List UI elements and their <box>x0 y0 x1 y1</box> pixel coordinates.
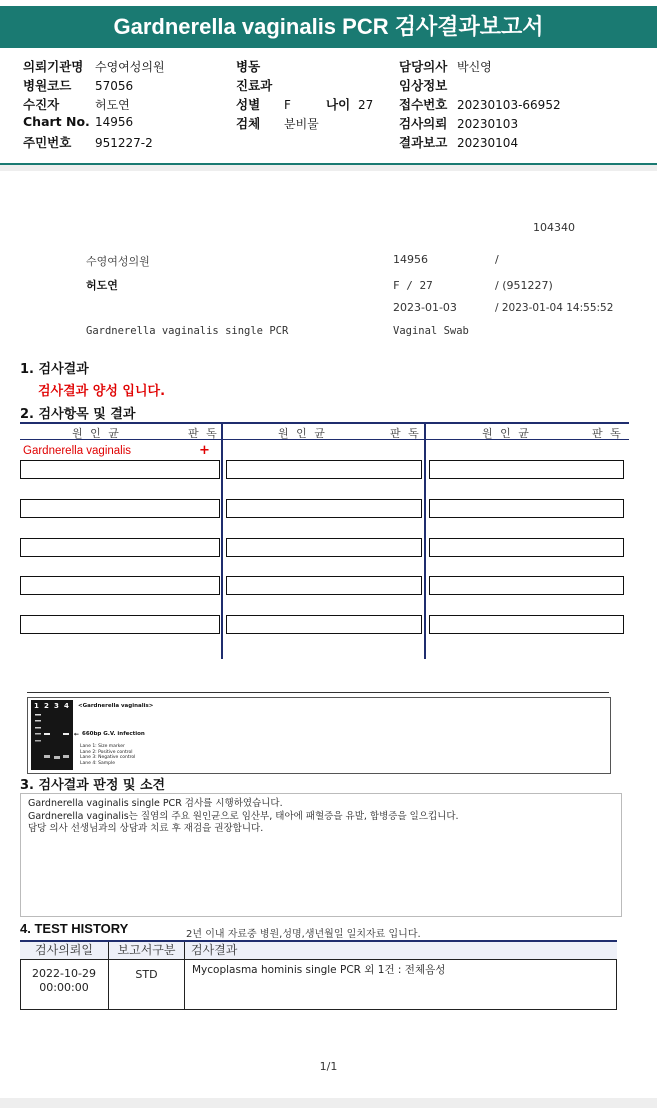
sex: F <box>284 98 291 112</box>
result-cell <box>226 576 422 595</box>
result-cell <box>429 460 624 479</box>
organism-name: Gardnerella vaginalis <box>23 445 132 457</box>
result-cell <box>429 538 624 557</box>
gel-legend-item: Lane 2: Positive control <box>80 749 133 755</box>
lane-number: 4 <box>64 702 69 710</box>
footer-bar <box>0 1098 657 1108</box>
label: 검사의뢰 <box>399 116 448 131</box>
summary-date-requested: 2023-01-03 <box>393 301 457 314</box>
summary-birth: / (951227) <box>495 279 553 292</box>
result-cell <box>226 499 422 518</box>
col-judge-header: 판 독 <box>188 427 219 440</box>
age: 27 <box>358 98 374 112</box>
request-date: 20230103 <box>457 117 519 131</box>
report-title: Gardnerella vaginalis PCR 검사결과보고서 <box>0 6 657 48</box>
result-cell <box>226 615 422 634</box>
header-shadow <box>0 165 657 171</box>
label: 진료과 <box>236 78 273 93</box>
col-organism-header: 원 인 균 <box>482 427 531 440</box>
col-judge-header: 판 독 <box>592 427 623 440</box>
gel-legend-item: Lane 1: Size marker <box>80 744 125 749</box>
label: 결과보고 <box>399 135 448 150</box>
header-col1 <box>23 57 165 152</box>
doctor: 박신영 <box>457 60 492 74</box>
lane-number: 2 <box>44 702 49 710</box>
resident-number: 951227-2 <box>95 136 153 150</box>
result-cell <box>20 576 220 595</box>
section1-result: 검사결과 양성 입니다. <box>38 384 166 399</box>
summary-date-reported: / 2023-01-04 14:55:52 <box>495 302 614 314</box>
findings-line: Gardnerella vaginalis single PCR 검사를 시행하였습니다. <box>28 798 283 809</box>
result-cell <box>226 460 422 479</box>
col-organism-header: 원 인 균 <box>72 427 121 440</box>
hospital-name: 수영여성의원 <box>95 60 165 74</box>
result-cell <box>20 460 220 479</box>
label: 병동 <box>236 59 261 74</box>
result-cell <box>429 576 624 595</box>
summary-slash: / <box>495 253 499 266</box>
result-cell <box>20 615 220 634</box>
summary-code: 104340 <box>533 221 575 234</box>
label: 접수번호 <box>399 97 448 112</box>
header-col3 <box>399 57 561 152</box>
label: 담당의사 <box>399 59 448 74</box>
result-cell <box>20 538 220 557</box>
summary-name: 허도연 <box>86 279 118 292</box>
gel-image <box>31 700 73 770</box>
result-cell <box>429 499 624 518</box>
label: 병원코드 <box>23 78 72 93</box>
section1-heading: 1. 검사결과 <box>20 362 89 377</box>
col-judge-header: 판 독 <box>390 427 421 440</box>
receipt-number: 20230103-66952 <box>457 98 561 112</box>
history-col-type: 보고서구분 <box>109 942 185 959</box>
history-time: 00:00:00 <box>39 981 89 994</box>
page-number: 1/1 <box>319 1060 338 1073</box>
lane-number: 3 <box>54 702 59 710</box>
report-date: 20230104 <box>457 136 519 150</box>
section4-heading: 4. TEST HISTORY <box>20 921 129 936</box>
section2-heading: 2. 검사항목 및 결과 <box>20 407 136 422</box>
findings-line: 담당 의사 선생님과의 상담과 치료 후 재검을 권장합니다. <box>28 823 264 834</box>
history-result: Mycoplasma hominis single PCR 외 1건 : 전체음성 <box>192 964 446 976</box>
hospital-code: 57056 <box>95 79 134 93</box>
gel-bands-graphic <box>31 700 73 770</box>
lane-number: 1 <box>34 702 39 710</box>
history-divider <box>184 942 185 1010</box>
label: 의뢰기관명 <box>23 59 84 74</box>
gel-legend-item: Lane 3: Negative control <box>80 755 136 760</box>
label: 주민번호 <box>23 135 72 150</box>
results-table-top <box>20 422 629 424</box>
findings-text <box>28 798 459 836</box>
result-cell <box>20 499 220 518</box>
gel-title: <Gardnerella vaginalis> <box>78 703 154 709</box>
label: Chart No. <box>23 114 90 129</box>
section3-heading: 3. 검사결과 판정 및 소견 <box>20 778 166 793</box>
label: 성별 <box>236 97 261 112</box>
summary-test: Gardnerella vaginalis single PCR <box>86 325 289 337</box>
gel-legend <box>80 744 135 766</box>
summary-specimen: Vaginal Swab <box>393 325 469 337</box>
label: 나이 <box>326 97 351 112</box>
history-date: 2022-10-29 <box>32 967 96 980</box>
result-cell <box>226 538 422 557</box>
patient-name: 허도연 <box>95 98 130 112</box>
col-organism-header: 원 인 균 <box>278 427 327 440</box>
history-type: STD <box>135 968 158 981</box>
gel-arrow-icon: ← <box>74 731 80 738</box>
specimen: 분비물 <box>284 117 319 131</box>
header-col2 <box>236 57 373 133</box>
gel-top-rule <box>27 692 609 693</box>
history-note: 2년 이내 자료중 병원,성명,생년월일 일치자료 입니다. <box>186 929 421 940</box>
gel-band-label: 660bp G.V. infection <box>82 731 145 737</box>
organism-judgement: + <box>199 443 210 458</box>
history-col-result: 검사결과 <box>185 942 617 959</box>
results-table-divider-2 <box>424 422 426 659</box>
history-col-date: 검사의뢰일 <box>20 942 109 959</box>
label: 검체 <box>236 116 261 131</box>
result-cell <box>429 615 624 634</box>
findings-line: Gardnerella vaginalis는 질염의 주요 원인균으로 임산부, 태아에 패혈증을 유발, 합병증을 일으킵니다. <box>28 810 459 822</box>
history-date-cell <box>20 967 108 995</box>
summary-sex-age: F / 27 <box>393 279 433 292</box>
gel-legend-item: Lane 4: Sample <box>80 760 115 766</box>
label: 수진자 <box>23 97 60 112</box>
results-table-divider-1 <box>221 422 223 659</box>
summary-chart: 14956 <box>393 253 428 266</box>
chart-number: 14956 <box>95 115 134 129</box>
label: 임상정보 <box>399 78 448 93</box>
summary-hospital: 수영여성의원 <box>86 255 150 268</box>
